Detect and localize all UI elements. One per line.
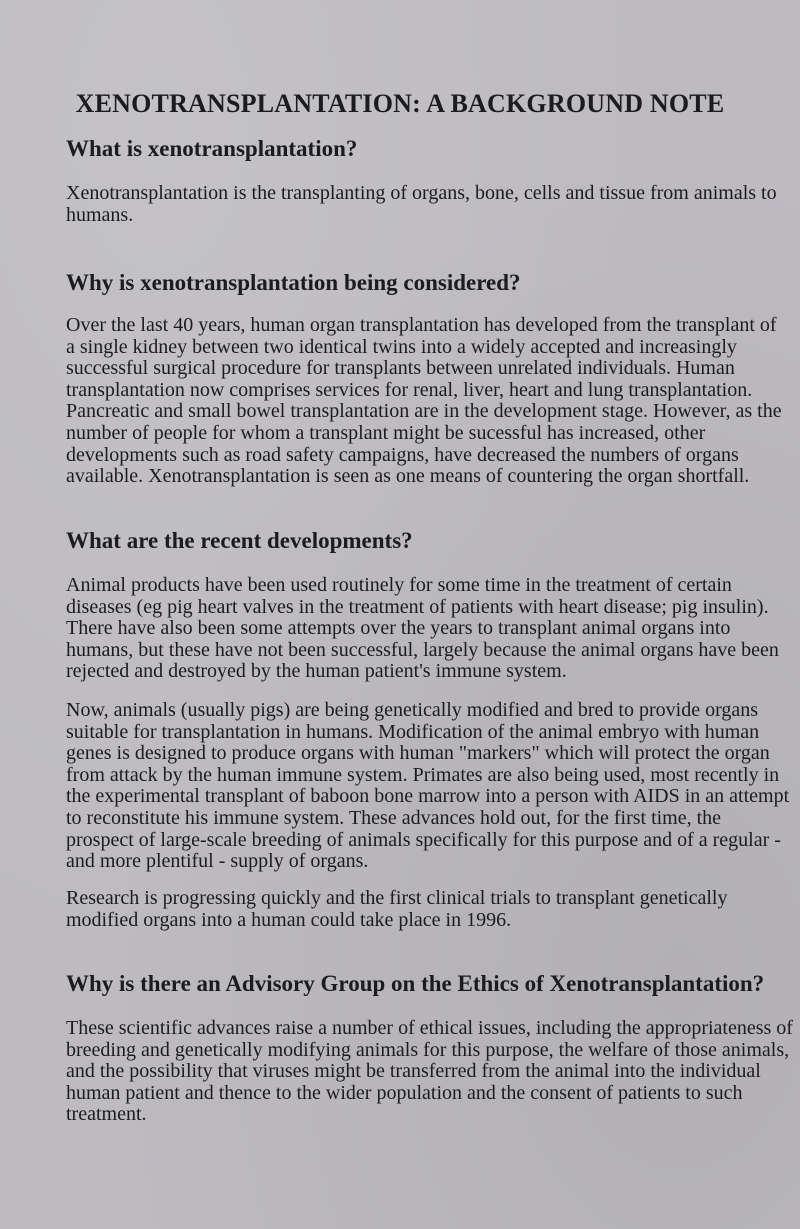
text-line: genes is designed to produce organs with human "markers" which will protect the organ <box>66 742 770 765</box>
text-line: Animal products have been used routinely for some time in the treatment of certain <box>66 574 732 596</box>
document-title: XENOTRANSPLANTATION: A BACKGROUND NOTE <box>75 89 725 118</box>
paragraph-why-considered <box>66 314 782 488</box>
text-line: Research is progressing quickly and the first clinical trials to transplant genetically <box>66 887 728 909</box>
text-line: diseases (eg pig heart valves in the treatment of patients with heart disease; pig insulin). <box>66 595 769 618</box>
text-line: successful surgical procedure for transplants between unrelated individuals. Human <box>66 357 735 380</box>
text-line: and more plentiful - supply of organs. <box>66 850 369 873</box>
text-line: developments such as road safety campaigns, have decreased the numbers of organs <box>66 443 739 466</box>
paragraph-genetic-modification <box>66 699 790 873</box>
section-heading-why-considered: Why is xenotransplantation being considered? <box>66 270 521 295</box>
text-line: There have also been some attempts over the years to transplant animal organs into <box>66 617 731 640</box>
text-line: breeding and genetically modifying animals for this purpose, the welfare of those animals, <box>66 1038 790 1061</box>
text-line: humans, but these have not been successful, largely because the animal organs have been <box>66 638 779 661</box>
section-heading-recent-developments: What are the recent developments? <box>66 528 413 553</box>
paragraph-animal-products <box>66 574 779 683</box>
text-line: Over the last 40 years, human organ transplantation has developed from the transplant of <box>66 314 777 336</box>
text-line: treatment. <box>66 1103 147 1126</box>
text-line: transplantation now comprises services for renal, liver, heart and lung transplantation. <box>66 378 753 401</box>
text-line: rejected and destroyed by the human patient's immune system. <box>66 660 567 683</box>
paragraph-research-progress <box>66 888 756 931</box>
text-line: suitable for transplantation in humans. Modification of the animal embryo with human <box>66 720 760 743</box>
text-line: modified organs into a human could take place in 1996. <box>66 908 512 931</box>
text-line: Now, animals (usually pigs) are being genetically modified and bred to provide organs <box>66 699 759 721</box>
text-line: available. Xenotransplantation is seen as one means of countering the organ shortfall. <box>66 465 750 488</box>
section-heading-what-is: What is xenotransplantation? <box>66 136 358 161</box>
text-line: a single kidney between two identical twins into a widely accepted and increasingly <box>66 335 737 358</box>
text-line: Xenotransplantation is the transplanting of organs, bone, cells and tissue from animals to <box>66 182 777 204</box>
text-line: humans. <box>66 203 134 226</box>
text-line: Pancreatic and small bowel transplantation are in the development stage. However, as the <box>66 400 782 423</box>
text-line: human patient and thence to the wider population and the consent of patients to such <box>66 1081 743 1104</box>
paragraph-definition <box>66 182 777 226</box>
text-line: These scientific advances raise a number of ethical issues, including the appropriateness of <box>66 1017 793 1039</box>
section-heading-advisory-group: Why is there an Advisory Group on the Ethics of Xenotransplantation? <box>66 971 765 996</box>
paragraph-ethical-issues <box>66 1017 793 1126</box>
text-line: to reconstitute his immune system. These advances hold out, for the first time, the <box>66 806 722 829</box>
text-line: and the possibility that viruses might be transferred from the animal into the individual <box>66 1060 761 1083</box>
text-line: from attack by the human immune system. Primates are also being used, most recently in <box>66 763 780 786</box>
text-line: the experimental transplant of baboon bone marrow into a person with AIDS in an attempt <box>66 785 790 808</box>
text-line: prospect of large-scale breeding of animals specifically for this purpose and of a regular - <box>66 828 781 851</box>
text-line: number of people for whom a transplant might be sucessful has increased, other <box>66 421 706 444</box>
